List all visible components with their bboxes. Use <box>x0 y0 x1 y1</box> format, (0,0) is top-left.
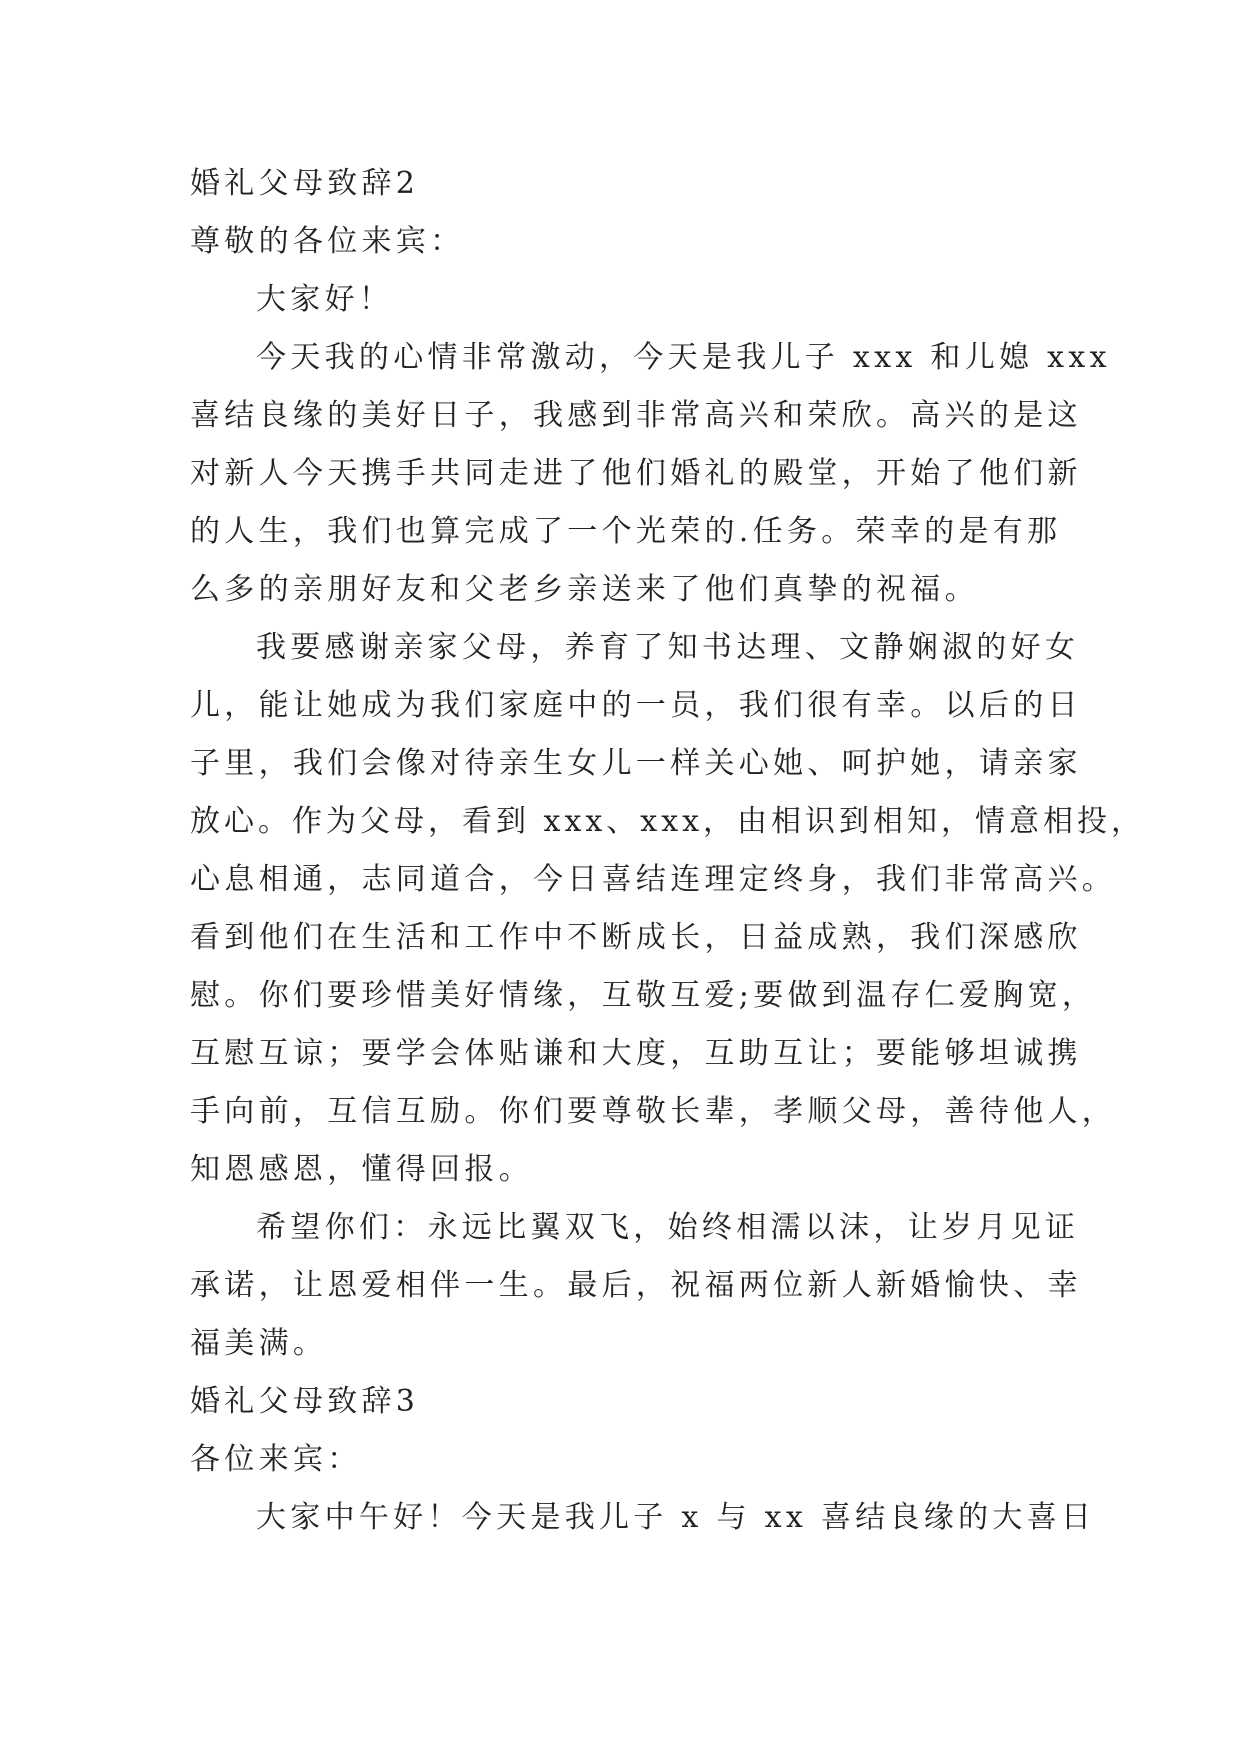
paragraph-line: 对新人今天携手共同走进了他们婚礼的殿堂，开始了他们新 <box>190 456 1082 491</box>
paragraph-line: 承诺，让恩爱相伴一生。最后，祝福两位新人新婚愉快、幸 <box>190 1268 1082 1303</box>
paragraph-line: 互慰互谅；要学会体贴谦和大度，互助互让；要能够坦诚携 <box>190 1036 1082 1071</box>
salutation: 各位来宾： <box>190 1442 362 1477</box>
paragraph-line: 手向前，互信互励。你们要尊敬长辈，孝顺父母，善待他人， <box>190 1094 1117 1129</box>
paragraph-line: 子里，我们会像对待亲生女儿一样关心她、呵护她，请亲家 <box>190 746 1082 781</box>
paragraph-line: 心息相通，志同道合，今日喜结连理定终身，我们非常高兴。 <box>190 862 1117 897</box>
section-heading-2: 婚礼父母致辞2 <box>190 166 420 201</box>
paragraph-line: 希望你们：永远比翼双飞，始终相濡以沫，让岁月见证 <box>256 1210 1080 1245</box>
paragraph-line: 的人生，我们也算完成了一个光荣的.任务。荣幸的是有那 <box>190 514 1062 549</box>
salutation: 尊敬的各位来宾： <box>190 224 465 259</box>
paragraph-line: 慰。你们要珍惜美好情缘，互敬互爱;要做到温存仁爱胸宽， <box>190 978 1097 1013</box>
paragraph-line: 大家中午好！今天是我儿子 x 与 xx 喜结良缘的大喜日 <box>256 1500 1096 1535</box>
paragraph-line: 儿，能让她成为我们家庭中的一员，我们很有幸。以后的日 <box>190 688 1082 723</box>
paragraph-line: 知恩感恩，懂得回报。 <box>190 1152 533 1187</box>
paragraph-line: 福美满。 <box>190 1326 328 1361</box>
paragraph-line: 么多的亲朋好友和父老乡亲送来了他们真挚的祝福。 <box>190 572 979 607</box>
paragraph-line: 今天我的心情非常激动，今天是我儿子 xxx 和儿媳 xxx <box>256 340 1111 375</box>
section-heading-3: 婚礼父母致辞3 <box>190 1384 420 1419</box>
paragraph-line: 放心。作为父母，看到 xxx、xxx，由相识到相知，情意相投， <box>190 804 1146 839</box>
greeting: 大家好！ <box>256 282 394 317</box>
paragraph-line: 看到他们在生活和工作中不断成长，日益成熟，我们深感欣 <box>190 920 1082 955</box>
paragraph-line: 我要感谢亲家父母，养育了知书达理、文静娴淑的好女 <box>256 630 1080 665</box>
paragraph-line: 喜结良缘的美好日子，我感到非常高兴和荣欣。高兴的是这 <box>190 398 1082 433</box>
